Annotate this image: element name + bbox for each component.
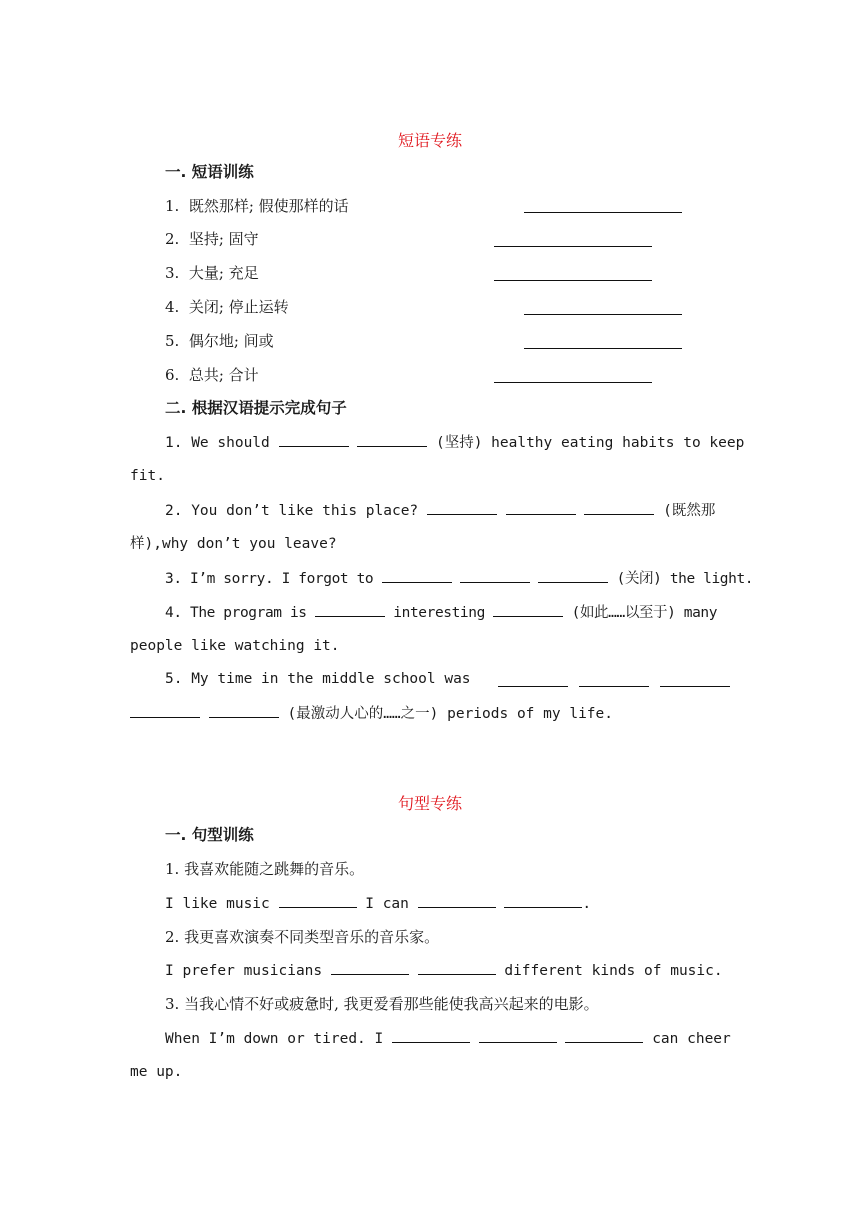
answer-blank[interactable]: [460, 568, 530, 583]
question-1-en: I like music I can .: [165, 893, 591, 914]
part1-heading: 一. 短语训练: [165, 163, 254, 181]
phrase-item: [165, 365, 259, 385]
answer-blank[interactable]: [331, 960, 409, 975]
answer-blank[interactable]: [504, 893, 582, 908]
answer-blank[interactable]: [279, 893, 357, 908]
answer-blank[interactable]: [494, 266, 652, 281]
answer-blank[interactable]: [584, 500, 654, 515]
answer-blank[interactable]: [209, 703, 279, 718]
sentence-text: 4. The program is: [165, 605, 307, 621]
answer-blank[interactable]: [382, 568, 452, 583]
sentence-3: [165, 568, 753, 589]
answer-blank[interactable]: [579, 672, 649, 687]
sentence-text: 1. We should: [165, 435, 270, 451]
answer-blank[interactable]: [418, 960, 496, 975]
answer-blank[interactable]: [524, 334, 682, 349]
sentence-hint: (如此……以至于) many: [571, 605, 718, 621]
answer-blank[interactable]: [494, 232, 652, 247]
sentence-4: [165, 602, 717, 623]
answer-blank[interactable]: [498, 672, 568, 687]
question-3-en-cont: me up.: [130, 1064, 183, 1080]
part1-heading-sentences: 一. 句型训练: [165, 826, 254, 844]
sentence-5: [165, 669, 730, 689]
phrase-item: [165, 229, 259, 249]
answer-blank[interactable]: [493, 602, 563, 617]
section-title-phrases: 短语专练: [397, 131, 462, 150]
phrase-text: 大量; 充足: [188, 264, 259, 282]
phrase-number: 1.: [165, 197, 180, 215]
sentence-hint: (坚持) healthy eating habits to keep: [435, 435, 745, 451]
question-3-cn: 3. 当我心情不好或疲惫时, 我更爱看那些能使我高兴起来的电影。: [165, 995, 599, 1013]
question-1-cn: 1. 我喜欢能随之跳舞的音乐。: [165, 860, 365, 878]
answer-blank[interactable]: [427, 500, 497, 515]
answer-blank[interactable]: [660, 672, 730, 687]
phrase-number: 4.: [165, 298, 180, 316]
sentence-2-cont: 样),why don’t you leave?: [130, 536, 337, 552]
sentence-hint: (既然那: [663, 503, 716, 519]
question-3-en: [165, 1028, 731, 1049]
answer-blank[interactable]: [494, 368, 652, 383]
answer-blank[interactable]: [524, 198, 682, 213]
answer-blank[interactable]: [392, 1028, 470, 1043]
sentence-text: 5. My time in the middle school was: [165, 671, 471, 687]
phrase-text: 偶尔地; 间或: [188, 332, 274, 350]
sentence-text: I prefer musicians: [165, 963, 323, 979]
phrase-number: 2.: [165, 230, 180, 248]
sentence-text: I like music: [165, 896, 270, 912]
sentence-2: [165, 500, 715, 521]
answer-blank[interactable]: [538, 568, 608, 583]
sentence-text: When I’m down or tired. I: [165, 1031, 384, 1047]
sentence-text: 3. I’m sorry. I forgot to: [165, 571, 374, 587]
sentence-text: I can: [365, 896, 409, 912]
sentence-1: [165, 432, 744, 453]
answer-blank[interactable]: [565, 1028, 643, 1043]
phrase-item: [165, 263, 259, 283]
phrase-number: 6.: [165, 366, 180, 384]
sentence-text: different kinds of music.: [504, 963, 723, 979]
question-2-cn: 2. 我更喜欢演奏不同类型音乐的音乐家。: [165, 928, 440, 946]
question-2-en: [165, 960, 723, 981]
phrase-text: 关闭; 停止运转: [188, 298, 289, 316]
phrase-item: [165, 196, 349, 216]
part2-heading: 二. 根据汉语提示完成句子: [165, 399, 347, 417]
sentence-text: 2. You don’t like this place?: [165, 503, 419, 519]
phrase-text: 既然那样; 假使那样的话: [188, 197, 349, 215]
section-title-sentences: 句型专练: [397, 794, 462, 813]
phrase-item: [165, 297, 289, 317]
sentence-text: can cheer: [652, 1031, 731, 1047]
phrase-item: [165, 331, 274, 351]
phrase-text: 坚持; 固守: [188, 230, 259, 248]
answer-blank[interactable]: [479, 1028, 557, 1043]
phrase-text: 总共; 合计: [188, 366, 259, 384]
answer-blank[interactable]: [315, 602, 385, 617]
answer-blank[interactable]: [357, 432, 427, 447]
sentence-5-cont: [130, 703, 613, 724]
answer-blank[interactable]: [524, 300, 682, 315]
answer-blank[interactable]: [418, 893, 496, 908]
phrase-number: 3.: [165, 264, 180, 282]
sentence-1-cont: fit.: [130, 468, 165, 484]
answer-blank[interactable]: [506, 500, 576, 515]
sentence-hint: (最激动人心的……之一) periods of my life.: [287, 706, 613, 722]
answer-blank[interactable]: [279, 432, 349, 447]
sentence-4-cont: people like watching it.: [130, 638, 340, 654]
sentence-hint: (关闭) the light.: [616, 571, 754, 587]
phrase-number: 5.: [165, 332, 180, 350]
answer-blank[interactable]: [130, 703, 200, 718]
sentence-text: interesting: [393, 605, 485, 621]
